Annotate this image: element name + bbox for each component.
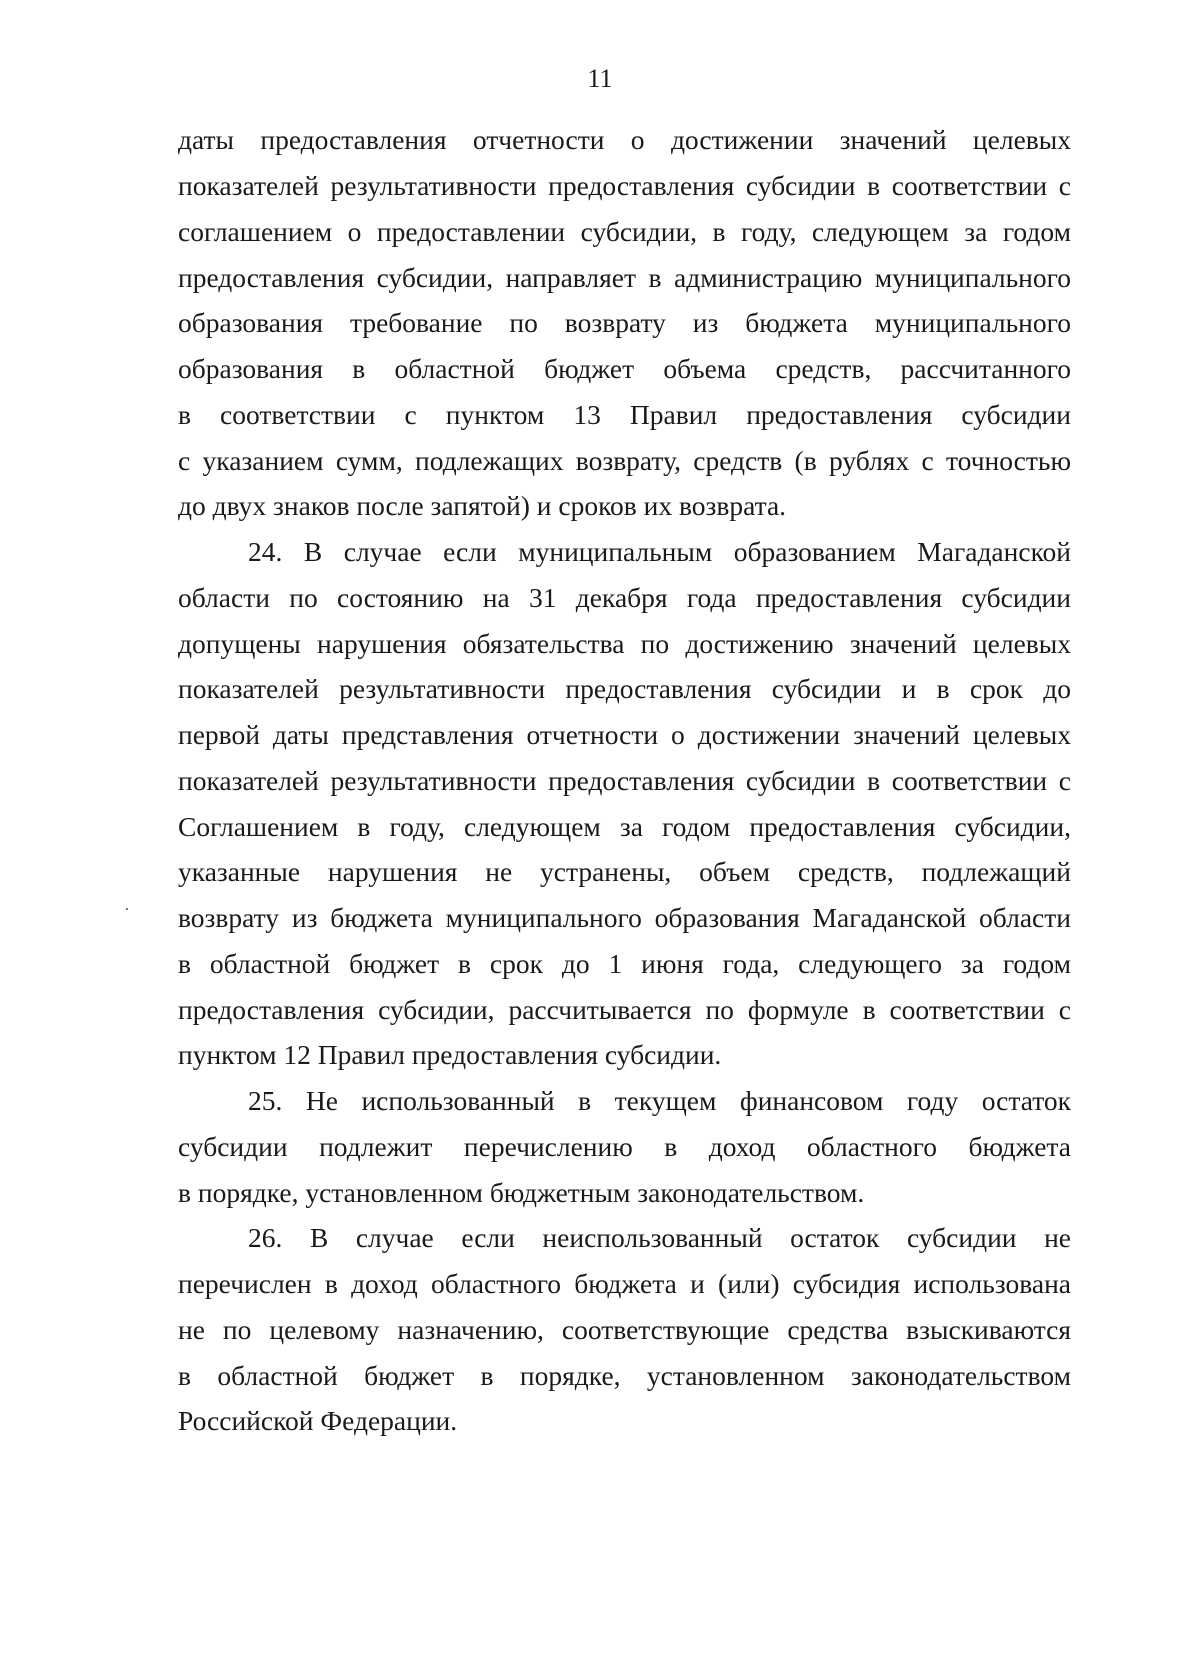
text-line: в областной бюджет в срок до 1 июня года, следующего за годом xyxy=(178,948,1071,979)
text-line: показателей результативности предоставления субсидии и в срок до xyxy=(178,673,1071,704)
text-line: с указанием сумм, подлежащих возврату, средств (в рублях с точностью xyxy=(178,445,1071,476)
text-line: пунктом 12 Правил предоставления субсидии. xyxy=(178,1039,722,1070)
text-line: показателей результативности предоставления субсидии в соответствии с xyxy=(178,765,1071,796)
text-line: образования требование по возврату из бюджета муниципального xyxy=(178,307,1071,338)
text-line: до двух знаков после запятой) и сроков их возврата. xyxy=(178,490,787,521)
text-line: области по состоянию на 31 декабря года предоставления субсидии xyxy=(178,582,1071,613)
text-line: указанные нарушения не устранены, объем средств, подлежащий xyxy=(178,856,1071,887)
text-line: в областной бюджет в порядке, установленном законодательством xyxy=(178,1360,1071,1391)
text-line: 26. В случае если неиспользованный остаток субсидии не xyxy=(248,1222,1071,1253)
text-line: предоставления субсидии, рассчитывается по формуле в соответствии с xyxy=(178,994,1071,1025)
text-line: 25. Не использованный в текущем финансовом году остаток xyxy=(248,1085,1071,1116)
margin-mark xyxy=(126,908,128,910)
text-line: в порядке, установленном бюджетным законодательством. xyxy=(178,1177,865,1208)
text-line: соглашением о предоставлении субсидии, в году, следующем за годом xyxy=(178,216,1071,247)
text-line: перечислен в доход областного бюджета и (или) субсидия использована xyxy=(178,1268,1071,1299)
text-line: образования в областной бюджет объема средств, рассчитанного xyxy=(178,353,1071,384)
text-line: допущены нарушения обязательства по достижению значений целевых xyxy=(178,628,1071,659)
text-line: субсидии подлежит перечислению в доход областного бюджета xyxy=(178,1131,1071,1162)
text-line: возврату из бюджета муниципального образования Магаданской области xyxy=(178,902,1071,933)
text-line: Соглашением в году, следующем за годом предоставления субсидии, xyxy=(178,811,1071,842)
text-line: Российской Федерации. xyxy=(178,1405,458,1436)
text-line: 24. В случае если муниципальным образованием Магаданской xyxy=(248,536,1071,567)
text-line: предоставления субсидии, направляет в администрацию муниципального xyxy=(178,262,1071,293)
text-line: в соответствии с пунктом 13 Правил предоставления субсидии xyxy=(178,399,1071,430)
text-line: не по целевому назначению, соответствующие средства взыскиваются xyxy=(178,1314,1071,1345)
page-number: 11 xyxy=(587,64,613,93)
text-line: первой даты представления отчетности о достижении значений целевых xyxy=(178,719,1071,750)
text-line: показателей результативности предоставления субсидии в соответствии с xyxy=(178,170,1071,201)
text-line: даты предоставления отчетности о достижении значений целевых xyxy=(178,124,1071,155)
